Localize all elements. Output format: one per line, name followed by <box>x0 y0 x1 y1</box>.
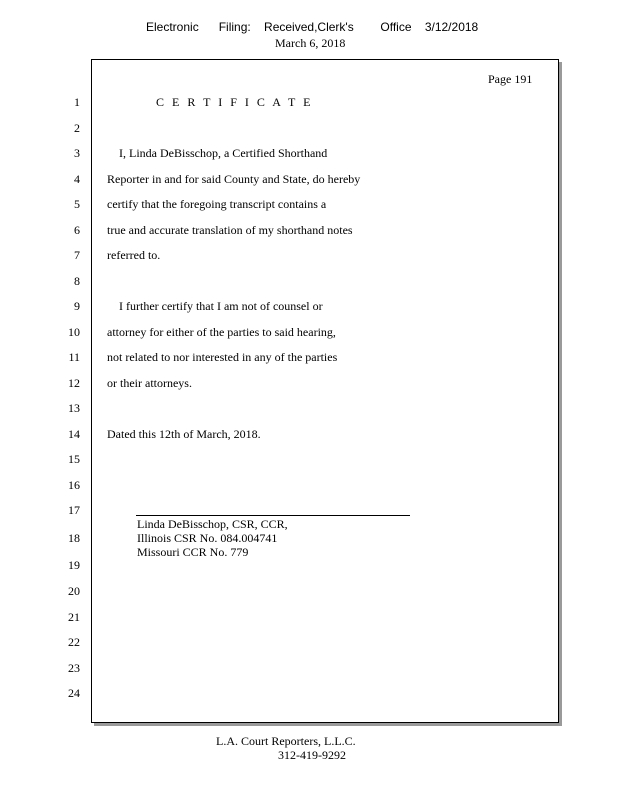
footer-phone: 312-419-9292 <box>278 748 346 762</box>
transcript-line: referred to. <box>107 248 161 262</box>
line-number: 23 <box>68 661 80 675</box>
reporter-name: Linda DeBisschop, CSR, CCR, <box>137 517 288 531</box>
missouri-license: Missouri CCR No. 779 <box>137 545 249 559</box>
header-date: March 6, 2018 <box>275 36 346 50</box>
line-number: 4 <box>74 172 80 186</box>
line-number: 18 <box>68 531 80 545</box>
line-number: 19 <box>68 558 80 572</box>
line-number: 7 <box>74 248 80 262</box>
transcript-line: I further certify that I am not of counsel or <box>107 299 323 313</box>
page-number: Page 191 <box>488 72 533 86</box>
line-number: 11 <box>68 350 80 364</box>
line-number: 21 <box>68 610 80 624</box>
transcript-line: attorney for either of the parties to said hearing, <box>107 325 336 339</box>
filing-stamp: Electronic Filing: Received,Clerk's Office 3/12/2018 <box>146 20 479 34</box>
line-number: 3 <box>74 146 80 160</box>
line-number: 2 <box>74 121 80 135</box>
signature-line <box>136 515 410 516</box>
line-number: 8 <box>74 274 80 288</box>
line-number: 13 <box>68 401 80 415</box>
line-number: 12 <box>68 376 80 390</box>
line-number: 20 <box>68 584 80 598</box>
line-number: 6 <box>74 223 80 237</box>
line-number: 17 <box>68 503 80 517</box>
illinois-license: Illinois CSR No. 084.004741 <box>137 531 278 545</box>
line-number: 9 <box>74 299 80 313</box>
certificate-title: C E R T I F I C A T E <box>156 95 313 109</box>
line-number: 24 <box>68 686 80 700</box>
line-number: 5 <box>74 197 80 211</box>
transcript-line: I, Linda DeBisschop, a Certified Shorthand <box>107 146 328 160</box>
dated-line: Dated this 12th of March, 2018. <box>107 427 261 441</box>
line-number: 22 <box>68 635 80 649</box>
transcript-line: not related to nor interested in any of the parties <box>107 350 338 364</box>
line-number: 1 <box>74 95 80 109</box>
transcript-line: or their attorneys. <box>107 376 192 390</box>
transcript-line: Reporter in and for said County and State, do hereby <box>107 172 361 186</box>
footer-company: L.A. Court Reporters, L.L.C. <box>216 734 356 748</box>
line-number: 15 <box>68 452 80 466</box>
line-number: 10 <box>68 325 80 339</box>
line-number: 14 <box>68 427 80 441</box>
line-number: 16 <box>68 478 80 492</box>
transcript-line: true and accurate translation of my shorthand notes <box>107 223 353 237</box>
transcript-line: certify that the foregoing transcript contains a <box>107 197 327 211</box>
